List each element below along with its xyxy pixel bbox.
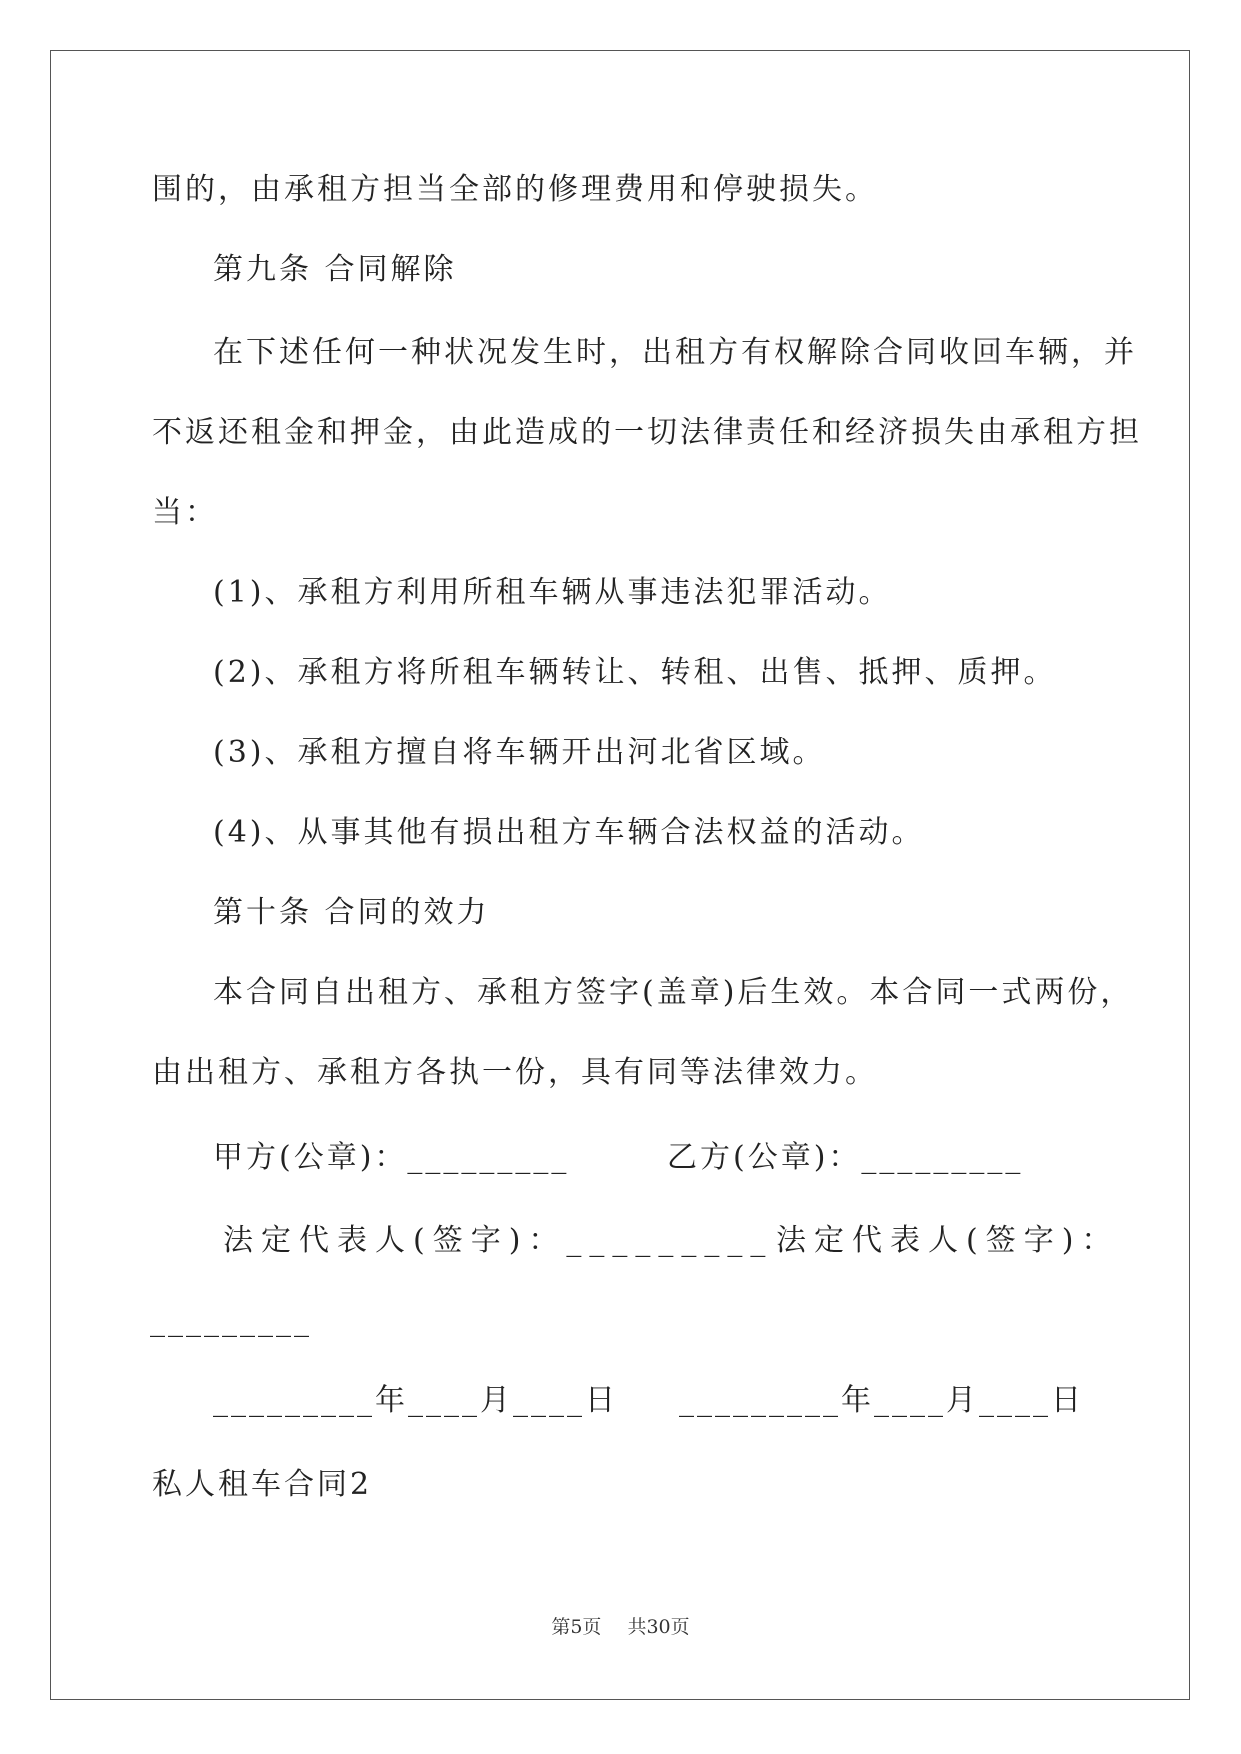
date-b: _________年____月____日 xyxy=(679,1383,1084,1418)
page-footer xyxy=(0,1612,1241,1639)
page-total: 共30页 xyxy=(627,1616,690,1638)
clause-3: (3)、承租方擅自将车辆开出河北省区域。 xyxy=(213,735,826,770)
representative-b-signature: 法定代表人(签字)： xyxy=(776,1223,1120,1258)
body-line-5: 当： xyxy=(152,495,218,530)
body-line-11: 本合同自出租方、承租方签字(盖章)后生效。本合同一式两份， xyxy=(213,975,1134,1010)
representative-b-blank: _________ xyxy=(150,1303,312,1338)
article-9-heading: 第九条 合同解除 xyxy=(213,252,457,287)
page-border xyxy=(50,50,1190,1700)
body-line-4: 不返还租金和押金，由此造成的一切法律责任和经济损失由承租方担 xyxy=(152,415,1142,450)
party-b-seal: 乙方(公章)：_________ xyxy=(667,1140,1024,1175)
body-line-12: 由出租方、承租方各执一份，具有同等法律效力。 xyxy=(152,1055,878,1090)
clause-4: (4)、从事其他有损出租方车辆合法权益的活动。 xyxy=(213,815,925,850)
date-a: _________年____月____日 xyxy=(213,1383,618,1418)
article-10-heading: 第十条 合同的效力 xyxy=(213,895,490,930)
clause-2: (2)、承租方将所租车辆转让、转租、出售、抵押、质押。 xyxy=(213,655,1057,690)
body-line-1: 围的，由承租方担当全部的修理费用和停驶损失。 xyxy=(152,172,878,207)
party-a-seal: 甲方(公章)：_________ xyxy=(213,1140,570,1175)
body-line-3: 在下述任何一种状况发生时，出租方有权解除合同收回车辆，并 xyxy=(213,335,1137,370)
representative-a-signature: 法定代表人(签字)：_________ xyxy=(223,1223,774,1258)
clause-1: (1)、承租方利用所租车辆从事违法犯罪活动。 xyxy=(213,575,892,610)
page-number: 第5页 xyxy=(551,1616,602,1638)
next-contract-title: 私人租车合同2 xyxy=(152,1467,373,1502)
